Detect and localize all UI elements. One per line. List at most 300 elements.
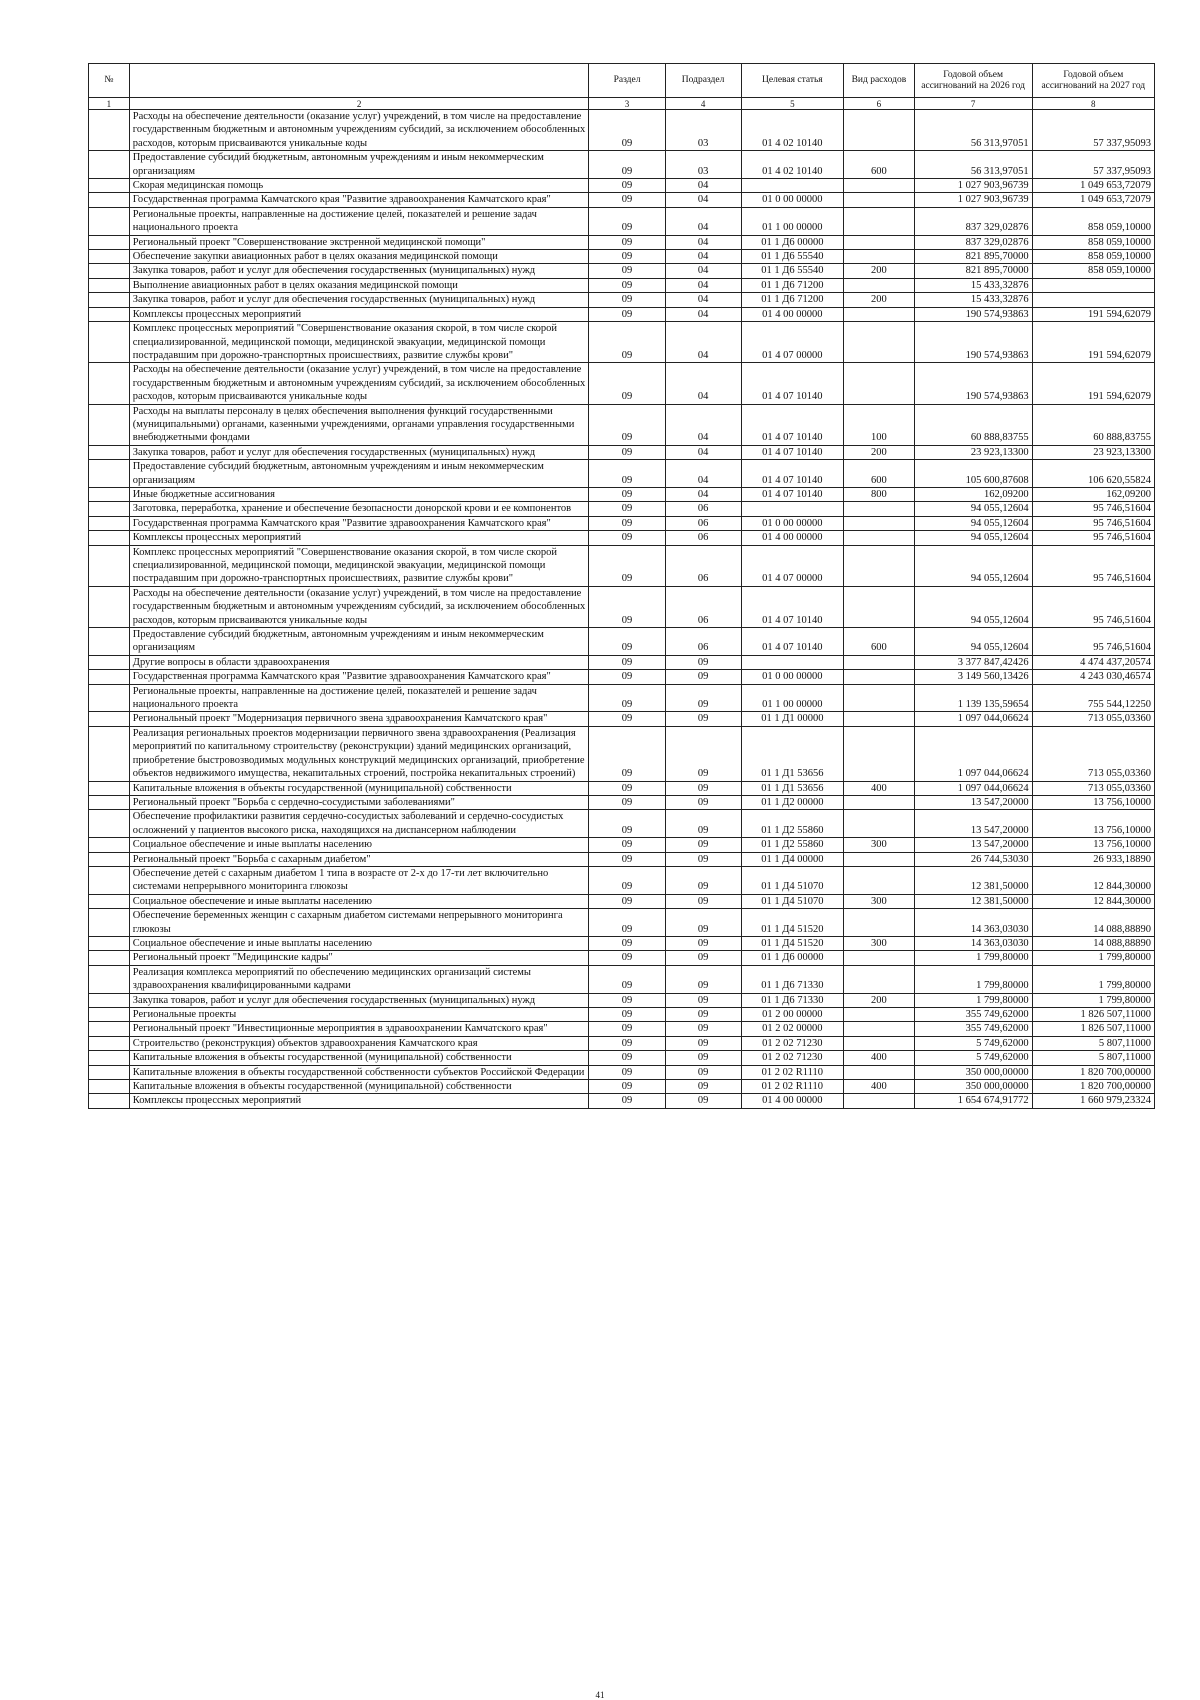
cell-subsection: 09 xyxy=(665,866,741,894)
cell-no xyxy=(89,810,130,838)
cell-subsection: 09 xyxy=(665,1094,741,1108)
cell-subsection: 09 xyxy=(665,951,741,965)
cell-no xyxy=(89,1036,130,1050)
cell-2027: 95 746,51604 xyxy=(1032,545,1154,586)
cell-exp-type: 100 xyxy=(844,404,915,445)
cell-no xyxy=(89,445,130,459)
header-no: № xyxy=(89,64,130,98)
cell-no xyxy=(89,250,130,264)
cell-subsection: 09 xyxy=(665,894,741,908)
cell-2027: 5 807,11000 xyxy=(1032,1036,1154,1050)
cell-exp-type xyxy=(844,110,915,151)
cell-2027: 1 799,80000 xyxy=(1032,993,1154,1007)
cell-no xyxy=(89,207,130,235)
cell-2027: 858 059,10000 xyxy=(1032,250,1154,264)
cell-2027 xyxy=(1032,293,1154,307)
cell-2027: 95 746,51604 xyxy=(1032,531,1154,545)
cell-subsection: 09 xyxy=(665,670,741,684)
cell-2026: 355 749,62000 xyxy=(914,1022,1032,1036)
cell-name: Социальное обеспечение и иные выплаты населению xyxy=(129,894,589,908)
cell-section: 09 xyxy=(589,531,665,545)
table-row xyxy=(89,684,1155,712)
cell-2026: 14 363,03030 xyxy=(914,936,1032,950)
cell-section: 09 xyxy=(589,586,665,627)
cell-target: 01 2 02 71230 xyxy=(741,1036,844,1050)
cell-target: 01 1 Д6 71330 xyxy=(741,965,844,993)
cell-target: 01 4 02 10140 xyxy=(741,151,844,179)
cell-name: Другие вопросы в области здравоохранения xyxy=(129,655,589,669)
cell-section: 09 xyxy=(589,670,665,684)
cell-no xyxy=(89,531,130,545)
header-exp-type: Вид расходов xyxy=(844,64,915,98)
table-row xyxy=(89,235,1155,249)
cell-target: 01 1 Д2 55860 xyxy=(741,838,844,852)
cell-subsection: 04 xyxy=(665,487,741,501)
cell-name: Региональный проект "Медицинские кадры" xyxy=(129,951,589,965)
cell-no xyxy=(89,545,130,586)
cell-subsection: 04 xyxy=(665,264,741,278)
cell-target: 01 1 Д6 55540 xyxy=(741,250,844,264)
cell-name: Региональные проекты, направленные на достижение целей, показателей и решение задач национального проекта xyxy=(129,684,589,712)
cell-subsection: 04 xyxy=(665,460,741,488)
cell-2027: 1 820 700,00000 xyxy=(1032,1065,1154,1079)
cell-2026: 13 547,20000 xyxy=(914,838,1032,852)
cell-2026: 14 363,03030 xyxy=(914,909,1032,937)
table-row xyxy=(89,965,1155,993)
cell-target: 01 1 Д4 51070 xyxy=(741,866,844,894)
cell-2027: 1 799,80000 xyxy=(1032,951,1154,965)
cell-name: Заготовка, переработка, хранение и обеспечение безопасности донорской крови и ее компонентов xyxy=(129,502,589,516)
cell-section: 09 xyxy=(589,322,665,363)
cell-subsection: 03 xyxy=(665,110,741,151)
cell-2026: 1 799,80000 xyxy=(914,965,1032,993)
cell-2026: 5 749,62000 xyxy=(914,1036,1032,1050)
table-row xyxy=(89,1065,1155,1079)
cell-exp-type xyxy=(844,1094,915,1108)
header-target: Целевая статья xyxy=(741,64,844,98)
cell-subsection: 06 xyxy=(665,586,741,627)
cell-target: 01 2 02 R1110 xyxy=(741,1065,844,1079)
cell-2026: 190 574,93863 xyxy=(914,363,1032,404)
cell-2027: 57 337,95093 xyxy=(1032,110,1154,151)
cell-section: 09 xyxy=(589,278,665,292)
cell-2027: 713 055,03360 xyxy=(1032,726,1154,781)
cell-no xyxy=(89,322,130,363)
cell-name: Комплексы процессных мероприятий xyxy=(129,1094,589,1108)
cell-2026: 190 574,93863 xyxy=(914,307,1032,321)
cell-no xyxy=(89,993,130,1007)
column-number: 5 xyxy=(741,98,844,110)
table-row xyxy=(89,586,1155,627)
cell-target: 01 1 Д1 53656 xyxy=(741,726,844,781)
cell-exp-type xyxy=(844,207,915,235)
cell-2026: 13 547,20000 xyxy=(914,810,1032,838)
cell-name: Комплексы процессных мероприятий xyxy=(129,307,589,321)
cell-section: 09 xyxy=(589,250,665,264)
cell-name: Региональный проект "Инвестиционные мероприятия в здравоохранении Камчатского края" xyxy=(129,1022,589,1036)
cell-no xyxy=(89,516,130,530)
cell-exp-type: 200 xyxy=(844,993,915,1007)
cell-target: 01 1 Д6 00000 xyxy=(741,951,844,965)
header-name xyxy=(129,64,589,98)
header-section: Раздел xyxy=(589,64,665,98)
cell-2026: 1 139 135,59654 xyxy=(914,684,1032,712)
cell-section: 09 xyxy=(589,516,665,530)
cell-subsection: 09 xyxy=(665,852,741,866)
cell-subsection: 09 xyxy=(665,795,741,809)
cell-no xyxy=(89,363,130,404)
cell-section: 09 xyxy=(589,1065,665,1079)
table-row xyxy=(89,516,1155,530)
column-number: 2 xyxy=(129,98,589,110)
budget-table xyxy=(88,63,1155,1109)
cell-2027: 1 826 507,11000 xyxy=(1032,1008,1154,1022)
cell-2026: 821 895,70000 xyxy=(914,250,1032,264)
cell-2027: 13 756,10000 xyxy=(1032,838,1154,852)
cell-2027: 191 594,62079 xyxy=(1032,363,1154,404)
cell-name: Закупка товаров, работ и услуг для обеспечения государственных (муниципальных) нужд xyxy=(129,264,589,278)
cell-2026: 94 055,12604 xyxy=(914,545,1032,586)
cell-no xyxy=(89,487,130,501)
table-row xyxy=(89,1022,1155,1036)
cell-section: 09 xyxy=(589,1036,665,1050)
table-row xyxy=(89,628,1155,656)
budget-table-container xyxy=(88,63,1155,1109)
cell-name: Обеспечение закупки авиационных работ в целях оказания медицинской помощи xyxy=(129,250,589,264)
cell-subsection: 06 xyxy=(665,502,741,516)
cell-target: 01 1 Д6 00000 xyxy=(741,235,844,249)
cell-2027: 95 746,51604 xyxy=(1032,586,1154,627)
cell-target: 01 1 Д2 00000 xyxy=(741,795,844,809)
cell-no xyxy=(89,936,130,950)
cell-no xyxy=(89,1065,130,1079)
cell-name: Региональный проект "Модернизация первичного звена здравоохранения Камчатского края" xyxy=(129,712,589,726)
cell-subsection: 09 xyxy=(665,1065,741,1079)
cell-2027: 95 746,51604 xyxy=(1032,502,1154,516)
cell-exp-type xyxy=(844,179,915,193)
cell-section: 09 xyxy=(589,545,665,586)
cell-target: 01 1 Д6 71200 xyxy=(741,278,844,292)
cell-no xyxy=(89,1080,130,1094)
cell-exp-type xyxy=(844,1022,915,1036)
cell-no xyxy=(89,193,130,207)
cell-name: Строительство (реконструкция) объектов здравоохранения Камчатского края xyxy=(129,1036,589,1050)
table-row xyxy=(89,852,1155,866)
table-row xyxy=(89,951,1155,965)
cell-section: 09 xyxy=(589,726,665,781)
table-row xyxy=(89,655,1155,669)
cell-2027: 858 059,10000 xyxy=(1032,264,1154,278)
cell-name: Региональный проект "Борьба с сердечно-сосудистыми заболеваниями" xyxy=(129,795,589,809)
cell-section: 09 xyxy=(589,193,665,207)
cell-section: 09 xyxy=(589,460,665,488)
cell-2027: 713 055,03360 xyxy=(1032,712,1154,726)
cell-no xyxy=(89,712,130,726)
cell-2026: 15 433,32876 xyxy=(914,293,1032,307)
cell-name: Обеспечение детей с сахарным диабетом 1 типа в возрасте от 2-х до 17-ти лет включительно системами непрерывного мониторинга глюкозы xyxy=(129,866,589,894)
cell-2026: 1 027 903,96739 xyxy=(914,179,1032,193)
cell-section: 09 xyxy=(589,110,665,151)
cell-2026: 1 799,80000 xyxy=(914,951,1032,965)
table-row xyxy=(89,712,1155,726)
cell-2027: 162,09200 xyxy=(1032,487,1154,501)
cell-2027: 191 594,62079 xyxy=(1032,322,1154,363)
cell-subsection: 03 xyxy=(665,151,741,179)
cell-target: 01 4 02 10140 xyxy=(741,110,844,151)
cell-exp-type: 400 xyxy=(844,1051,915,1065)
cell-2026: 94 055,12604 xyxy=(914,516,1032,530)
cell-target: 01 1 00 00000 xyxy=(741,207,844,235)
cell-2027: 106 620,55824 xyxy=(1032,460,1154,488)
cell-name: Реализация комплекса мероприятий по обеспечению медицинских организаций системы здравоохранения квалифицированными кадрами xyxy=(129,965,589,993)
cell-section: 09 xyxy=(589,151,665,179)
column-numbers-row xyxy=(89,98,1155,110)
cell-exp-type xyxy=(844,502,915,516)
cell-2027: 14 088,88890 xyxy=(1032,909,1154,937)
cell-no xyxy=(89,726,130,781)
table-row xyxy=(89,1008,1155,1022)
table-row xyxy=(89,404,1155,445)
cell-no xyxy=(89,852,130,866)
cell-2027: 713 055,03360 xyxy=(1032,781,1154,795)
cell-name: Обеспечение беременных женщин с сахарным диабетом системами непрерывного мониторинга глюкозы xyxy=(129,909,589,937)
cell-section: 09 xyxy=(589,207,665,235)
cell-target: 01 1 00 00000 xyxy=(741,684,844,712)
cell-2027: 858 059,10000 xyxy=(1032,207,1154,235)
table-row xyxy=(89,460,1155,488)
cell-section: 09 xyxy=(589,993,665,1007)
cell-target: 01 1 Д1 00000 xyxy=(741,712,844,726)
cell-target: 01 4 07 10140 xyxy=(741,404,844,445)
cell-exp-type xyxy=(844,670,915,684)
cell-no xyxy=(89,179,130,193)
cell-target: 01 4 07 10140 xyxy=(741,460,844,488)
table-row xyxy=(89,1051,1155,1065)
column-number: 3 xyxy=(589,98,665,110)
cell-2026: 3 149 560,13426 xyxy=(914,670,1032,684)
cell-target: 01 1 Д4 00000 xyxy=(741,852,844,866)
cell-subsection: 09 xyxy=(665,1051,741,1065)
cell-2026: 94 055,12604 xyxy=(914,531,1032,545)
cell-name: Социальное обеспечение и иные выплаты населению xyxy=(129,936,589,950)
cell-2026: 1 097 044,06624 xyxy=(914,781,1032,795)
cell-subsection: 09 xyxy=(665,1008,741,1022)
cell-exp-type: 200 xyxy=(844,264,915,278)
cell-section: 09 xyxy=(589,235,665,249)
cell-exp-type: 200 xyxy=(844,293,915,307)
cell-target: 01 2 02 00000 xyxy=(741,1022,844,1036)
cell-name: Капитальные вложения в объекты государственной (муниципальной) собственности xyxy=(129,781,589,795)
cell-subsection: 04 xyxy=(665,293,741,307)
table-header-row xyxy=(89,64,1155,98)
cell-exp-type xyxy=(844,193,915,207)
cell-exp-type xyxy=(844,726,915,781)
table-row xyxy=(89,936,1155,950)
cell-exp-type: 600 xyxy=(844,628,915,656)
cell-name: Скорая медицинская помощь xyxy=(129,179,589,193)
cell-no xyxy=(89,307,130,321)
cell-section: 09 xyxy=(589,965,665,993)
column-number: 6 xyxy=(844,98,915,110)
column-number: 1 xyxy=(89,98,130,110)
cell-exp-type xyxy=(844,909,915,937)
cell-target: 01 1 Д6 71200 xyxy=(741,293,844,307)
cell-2027: 755 544,12250 xyxy=(1032,684,1154,712)
cell-name: Выполнение авиационных работ в целях оказания медицинской помощи xyxy=(129,278,589,292)
cell-2027: 1 049 653,72079 xyxy=(1032,179,1154,193)
cell-section: 09 xyxy=(589,179,665,193)
cell-2026: 1 097 044,06624 xyxy=(914,726,1032,781)
table-row xyxy=(89,151,1155,179)
cell-name: Государственная программа Камчатского края "Развитие здравоохранения Камчатского края" xyxy=(129,670,589,684)
cell-2027: 1 049 653,72079 xyxy=(1032,193,1154,207)
cell-no xyxy=(89,151,130,179)
cell-section: 09 xyxy=(589,795,665,809)
cell-subsection: 06 xyxy=(665,628,741,656)
cell-name: Закупка товаров, работ и услуг для обеспечения государственных (муниципальных) нужд xyxy=(129,445,589,459)
cell-name: Региональный проект "Борьба с сахарным диабетом" xyxy=(129,852,589,866)
cell-2026: 12 381,50000 xyxy=(914,894,1032,908)
table-row xyxy=(89,795,1155,809)
cell-2026: 26 744,53030 xyxy=(914,852,1032,866)
table-row xyxy=(89,307,1155,321)
cell-no xyxy=(89,670,130,684)
cell-subsection: 04 xyxy=(665,193,741,207)
table-row xyxy=(89,264,1155,278)
cell-exp-type: 300 xyxy=(844,894,915,908)
cell-2026: 94 055,12604 xyxy=(914,628,1032,656)
cell-subsection: 09 xyxy=(665,781,741,795)
cell-exp-type xyxy=(844,516,915,530)
cell-section: 09 xyxy=(589,936,665,950)
page-number: 41 xyxy=(595,1690,605,1700)
table-row xyxy=(89,894,1155,908)
cell-section: 09 xyxy=(589,852,665,866)
table-row xyxy=(89,110,1155,151)
cell-no xyxy=(89,965,130,993)
cell-target: 01 1 Д2 55860 xyxy=(741,810,844,838)
table-row xyxy=(89,838,1155,852)
cell-no xyxy=(89,655,130,669)
cell-2027: 191 594,62079 xyxy=(1032,307,1154,321)
cell-2026: 355 749,62000 xyxy=(914,1008,1032,1022)
cell-2027: 1 799,80000 xyxy=(1032,965,1154,993)
cell-exp-type xyxy=(844,235,915,249)
cell-name: Реализация региональных проектов модернизации первичного звена здравоохранения (Реализация мероприятий по капитальному строительству (реконструкции) зданий медицинских организаций, приобретение быстровозводимых модульных конструкций медицинских организаций, приобретение объектов недвижимого имущества, некапитальных строений, постройка некапитальных строений) xyxy=(129,726,589,781)
cell-exp-type xyxy=(844,363,915,404)
cell-2026: 821 895,70000 xyxy=(914,264,1032,278)
cell-2027: 12 844,30000 xyxy=(1032,894,1154,908)
cell-section: 09 xyxy=(589,264,665,278)
cell-subsection: 09 xyxy=(665,810,741,838)
cell-2026: 60 888,83755 xyxy=(914,404,1032,445)
cell-target: 01 4 07 00000 xyxy=(741,545,844,586)
cell-exp-type: 300 xyxy=(844,936,915,950)
cell-2027: 1 826 507,11000 xyxy=(1032,1022,1154,1036)
cell-2027: 4 474 437,20574 xyxy=(1032,655,1154,669)
header-2027: Годовой объем ассигнований на 2027 год xyxy=(1032,64,1154,98)
cell-2026: 94 055,12604 xyxy=(914,502,1032,516)
cell-name: Региональный проект "Совершенствование экстренной медицинской помощи" xyxy=(129,235,589,249)
cell-section: 09 xyxy=(589,684,665,712)
cell-exp-type xyxy=(844,278,915,292)
cell-name: Региональные проекты xyxy=(129,1008,589,1022)
cell-exp-type xyxy=(844,531,915,545)
cell-exp-type xyxy=(844,810,915,838)
cell-target: 01 4 07 10140 xyxy=(741,586,844,627)
cell-2027: 23 923,13300 xyxy=(1032,445,1154,459)
cell-target: 01 1 Д6 55540 xyxy=(741,264,844,278)
cell-target: 01 0 00 00000 xyxy=(741,670,844,684)
cell-exp-type xyxy=(844,795,915,809)
cell-2027: 1 820 700,00000 xyxy=(1032,1080,1154,1094)
cell-2026: 105 600,87608 xyxy=(914,460,1032,488)
cell-section: 09 xyxy=(589,628,665,656)
cell-2026: 350 000,00000 xyxy=(914,1065,1032,1079)
table-row xyxy=(89,866,1155,894)
cell-section: 09 xyxy=(589,712,665,726)
cell-no xyxy=(89,235,130,249)
table-row xyxy=(89,487,1155,501)
table-row xyxy=(89,810,1155,838)
cell-exp-type xyxy=(844,545,915,586)
cell-no xyxy=(89,838,130,852)
cell-2027: 14 088,88890 xyxy=(1032,936,1154,950)
cell-no xyxy=(89,684,130,712)
table-row xyxy=(89,193,1155,207)
cell-subsection: 09 xyxy=(665,726,741,781)
cell-exp-type xyxy=(844,712,915,726)
cell-subsection: 09 xyxy=(665,1022,741,1036)
cell-target: 01 1 Д4 51520 xyxy=(741,909,844,937)
cell-name: Предоставление субсидий бюджетным, автономным учреждениям и иным некоммерческим организациям xyxy=(129,460,589,488)
cell-section: 09 xyxy=(589,909,665,937)
cell-target: 01 0 00 00000 xyxy=(741,516,844,530)
cell-2026: 1 799,80000 xyxy=(914,993,1032,1007)
cell-subsection: 04 xyxy=(665,404,741,445)
cell-section: 09 xyxy=(589,1008,665,1022)
table-row xyxy=(89,545,1155,586)
cell-subsection: 09 xyxy=(665,712,741,726)
cell-section: 09 xyxy=(589,894,665,908)
cell-name: Предоставление субсидий бюджетным, автономным учреждениям и иным некоммерческим организациям xyxy=(129,151,589,179)
cell-no xyxy=(89,1008,130,1022)
cell-no xyxy=(89,781,130,795)
cell-2026: 3 377 847,42426 xyxy=(914,655,1032,669)
cell-no xyxy=(89,264,130,278)
cell-subsection: 09 xyxy=(665,655,741,669)
cell-no xyxy=(89,628,130,656)
cell-section: 09 xyxy=(589,487,665,501)
cell-no xyxy=(89,1022,130,1036)
cell-section: 09 xyxy=(589,363,665,404)
table-row xyxy=(89,726,1155,781)
cell-target: 01 1 Д1 53656 xyxy=(741,781,844,795)
cell-target: 01 4 00 00000 xyxy=(741,307,844,321)
cell-exp-type xyxy=(844,951,915,965)
cell-name: Государственная программа Камчатского края "Развитие здравоохранения Камчатского края" xyxy=(129,193,589,207)
cell-target xyxy=(741,655,844,669)
cell-subsection: 09 xyxy=(665,965,741,993)
cell-name: Комплекс процессных мероприятий "Совершенствование оказания скорой, в том числе скорой специализированной, медицинской помощи, медицинской эвакуации, медицинской помощи пострадавшим при дорожно-транспортных происшествиях, развитие службы крови" xyxy=(129,322,589,363)
cell-2027: 57 337,95093 xyxy=(1032,151,1154,179)
cell-2027: 1 660 979,23324 xyxy=(1032,1094,1154,1108)
cell-name: Региональные проекты, направленные на достижение целей, показателей и решение задач национального проекта xyxy=(129,207,589,235)
table-row xyxy=(89,322,1155,363)
cell-target: 01 4 07 00000 xyxy=(741,322,844,363)
cell-exp-type: 800 xyxy=(844,487,915,501)
table-row xyxy=(89,502,1155,516)
